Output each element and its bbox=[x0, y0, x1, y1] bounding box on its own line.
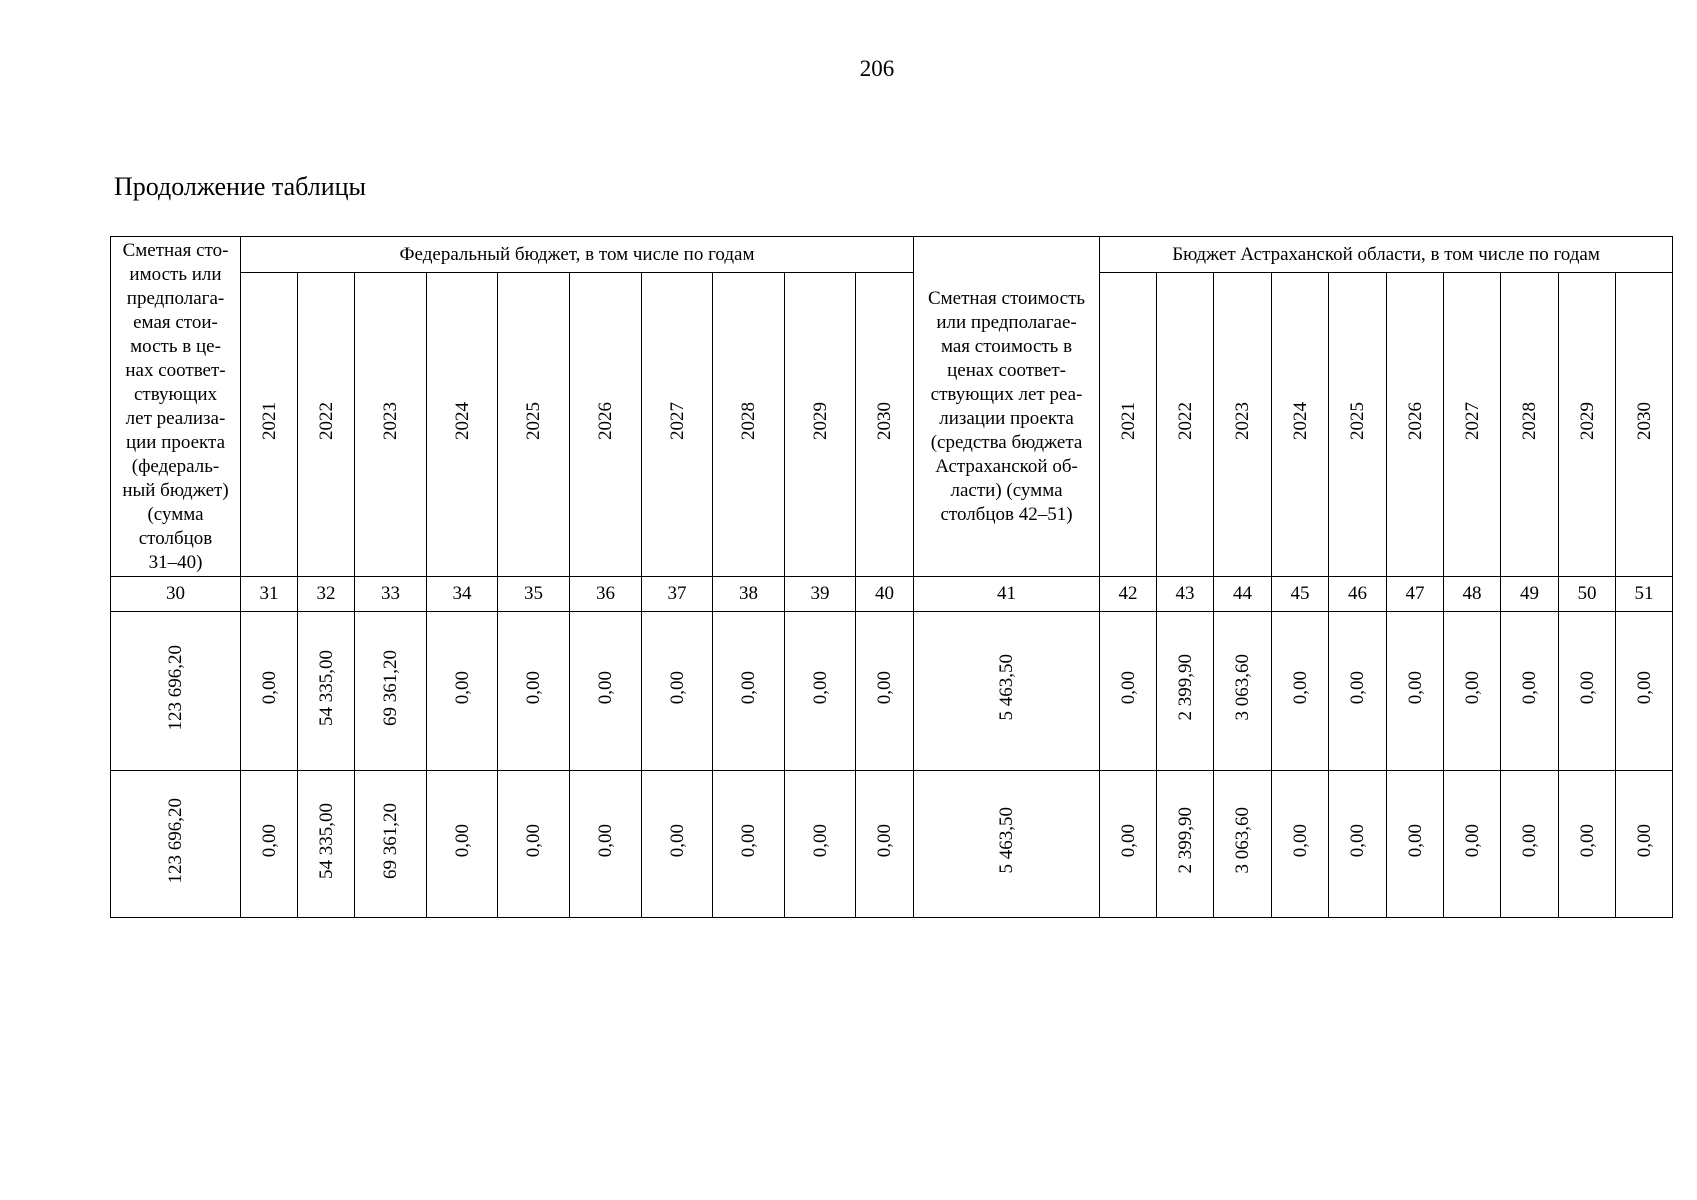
column-number-cell: 33 bbox=[355, 577, 427, 612]
federal-year-header: 2021 bbox=[241, 273, 298, 577]
regional-year-header: 2028 bbox=[1501, 273, 1559, 577]
value-cell: 0,00 bbox=[1444, 612, 1501, 771]
value-cell: 0,00 bbox=[1329, 612, 1387, 771]
value-cell: 0,00 bbox=[642, 771, 713, 918]
regional-year-header: 2029 bbox=[1559, 273, 1616, 577]
federal-year-header: 2027 bbox=[642, 273, 713, 577]
value-cell: 69 361,20 bbox=[355, 771, 427, 918]
value-cell: 0,00 bbox=[427, 771, 498, 918]
column-number-cell: 39 bbox=[785, 577, 856, 612]
value-cell: 0,00 bbox=[1272, 612, 1329, 771]
federal-year-header: 2023 bbox=[355, 273, 427, 577]
column-number-cell: 38 bbox=[713, 577, 785, 612]
column-number-cell: 47 bbox=[1387, 577, 1444, 612]
column-number-cell: 46 bbox=[1329, 577, 1387, 612]
value-cell: 2 399,90 bbox=[1157, 612, 1214, 771]
value-cell: 0,00 bbox=[1100, 771, 1157, 918]
value-cell: 69 361,20 bbox=[355, 612, 427, 771]
value-cell: 0,00 bbox=[713, 612, 785, 771]
value-cell: 0,00 bbox=[1616, 771, 1673, 918]
page-number: 206 bbox=[859, 56, 895, 81]
value-cell: 54 335,00 bbox=[298, 771, 355, 918]
value-cell: 0,00 bbox=[785, 771, 856, 918]
value-cell: 0,00 bbox=[1559, 612, 1616, 771]
column-number-cell: 32 bbox=[298, 577, 355, 612]
regional-group-header: Бюджет Астраханской области, в том числе по годам bbox=[1100, 237, 1673, 273]
regional-total-header: Сметная стоимость или предполагае- мая стоимость в ценах соответ- ствующих лет реа- лизации проекта (средства бюджета Астраханской об- ласти) (сумма столбцов 42–51) bbox=[914, 237, 1100, 577]
federal-year-header: 2029 bbox=[785, 273, 856, 577]
value-cell: 0,00 bbox=[856, 771, 914, 918]
federal-year-header: 2028 bbox=[713, 273, 785, 577]
federal-group-header: Федеральный бюджет, в том числе по годам bbox=[241, 237, 914, 273]
column-number-cell: 43 bbox=[1157, 577, 1214, 612]
value-cell: 0,00 bbox=[1616, 612, 1673, 771]
value-cell: 0,00 bbox=[642, 612, 713, 771]
federal-year-header: 2025 bbox=[498, 273, 570, 577]
value-cell: 0,00 bbox=[785, 612, 856, 771]
value-cell: 0,00 bbox=[1387, 612, 1444, 771]
column-number-cell: 41 bbox=[914, 577, 1100, 612]
column-number-cell: 42 bbox=[1100, 577, 1157, 612]
value-cell: 5 463,50 bbox=[914, 771, 1100, 918]
value-cell: 0,00 bbox=[1501, 771, 1559, 918]
value-cell: 0,00 bbox=[498, 771, 570, 918]
value-cell: 0,00 bbox=[1272, 771, 1329, 918]
federal-year-header: 2026 bbox=[570, 273, 642, 577]
value-cell: 0,00 bbox=[1501, 612, 1559, 771]
table-continuation-caption: Продолжение таблицы bbox=[114, 172, 366, 201]
value-cell: 0,00 bbox=[570, 771, 642, 918]
table-row bbox=[111, 771, 1673, 918]
value-cell: 123 696,20 bbox=[111, 612, 241, 771]
column-number-cell: 36 bbox=[570, 577, 642, 612]
regional-year-header: 2021 bbox=[1100, 273, 1157, 577]
federal-total-header: Сметная сто- имость или предполага- емая стои- мость в це- нах соответ- ствующих лет реализа- ции проекта (федераль- ный бюджет) (сумма столбцов 31–40) bbox=[111, 237, 241, 577]
column-number-cell: 44 bbox=[1214, 577, 1272, 612]
regional-year-header: 2030 bbox=[1616, 273, 1673, 577]
value-cell: 0,00 bbox=[498, 612, 570, 771]
column-number-cell: 40 bbox=[856, 577, 914, 612]
regional-year-header: 2027 bbox=[1444, 273, 1501, 577]
value-cell: 0,00 bbox=[1559, 771, 1616, 918]
column-number-cell: 34 bbox=[427, 577, 498, 612]
column-number-cell: 35 bbox=[498, 577, 570, 612]
column-number-cell: 48 bbox=[1444, 577, 1501, 612]
value-cell: 123 696,20 bbox=[111, 771, 241, 918]
value-cell: 3 063,60 bbox=[1214, 771, 1272, 918]
column-number-cell: 37 bbox=[642, 577, 713, 612]
value-cell: 0,00 bbox=[856, 612, 914, 771]
value-cell: 54 335,00 bbox=[298, 612, 355, 771]
value-cell: 0,00 bbox=[241, 771, 298, 918]
regional-year-header: 2025 bbox=[1329, 273, 1387, 577]
regional-year-header: 2026 bbox=[1387, 273, 1444, 577]
column-number-cell: 30 bbox=[111, 577, 241, 612]
value-cell: 0,00 bbox=[241, 612, 298, 771]
value-cell: 0,00 bbox=[1100, 612, 1157, 771]
value-cell: 3 063,60 bbox=[1214, 612, 1272, 771]
federal-year-header: 2024 bbox=[427, 273, 498, 577]
value-cell: 0,00 bbox=[1387, 771, 1444, 918]
regional-year-header: 2023 bbox=[1214, 273, 1272, 577]
column-number-cell: 31 bbox=[241, 577, 298, 612]
value-cell: 0,00 bbox=[427, 612, 498, 771]
federal-year-header: 2030 bbox=[856, 273, 914, 577]
federal-year-header: 2022 bbox=[298, 273, 355, 577]
value-cell: 0,00 bbox=[1329, 771, 1387, 918]
column-number-cell: 51 bbox=[1616, 577, 1673, 612]
value-cell: 5 463,50 bbox=[914, 612, 1100, 771]
regional-year-header: 2024 bbox=[1272, 273, 1329, 577]
value-cell: 0,00 bbox=[1444, 771, 1501, 918]
table-row bbox=[111, 612, 1673, 771]
column-number-cell: 49 bbox=[1501, 577, 1559, 612]
value-cell: 2 399,90 bbox=[1157, 771, 1214, 918]
column-number-cell: 50 bbox=[1559, 577, 1616, 612]
regional-year-header: 2022 bbox=[1157, 273, 1214, 577]
budget-table bbox=[110, 236, 1673, 918]
value-cell: 0,00 bbox=[713, 771, 785, 918]
column-number-cell: 45 bbox=[1272, 577, 1329, 612]
value-cell: 0,00 bbox=[570, 612, 642, 771]
